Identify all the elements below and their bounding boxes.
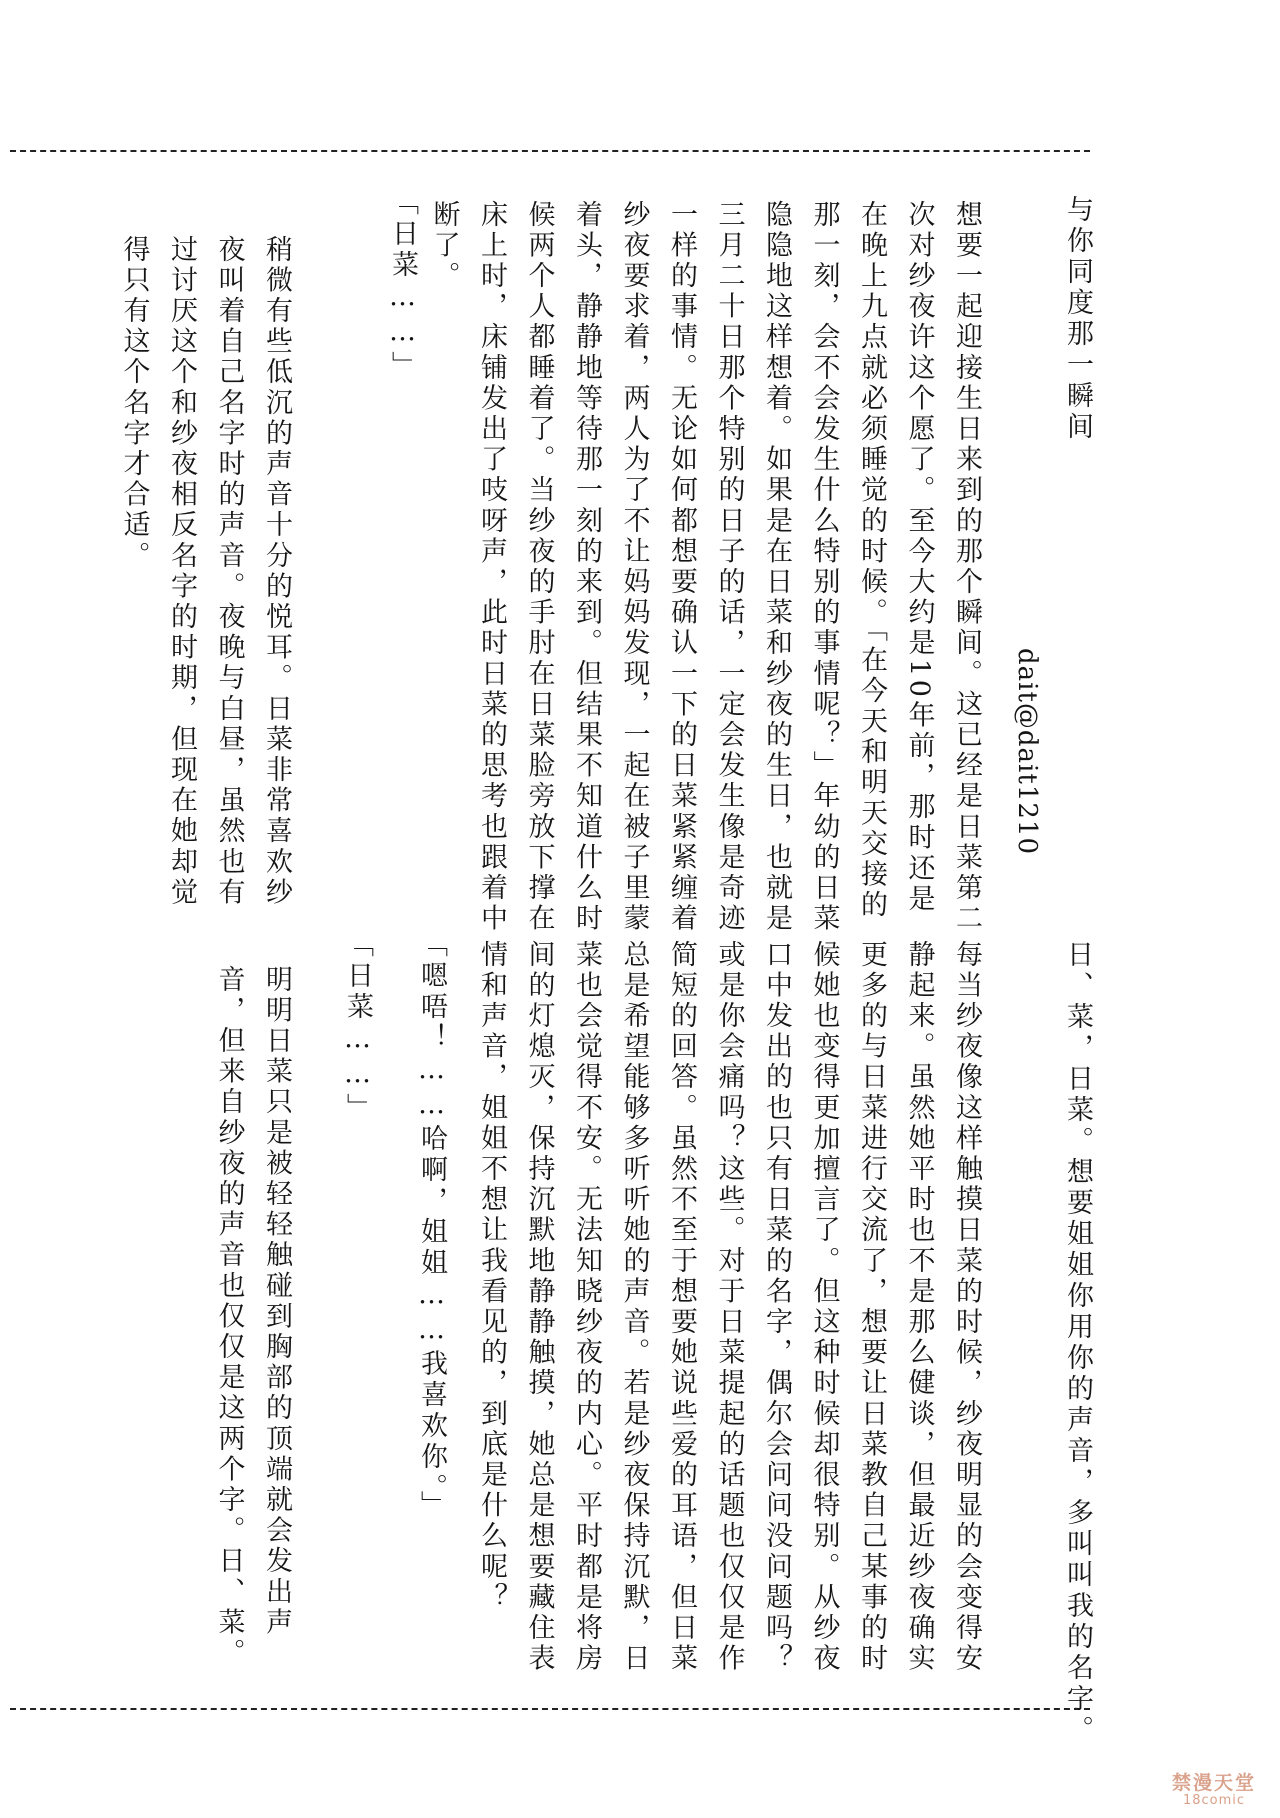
lower-opening-line: 日、菜，日菜。想要姐姐你用你的声音，多叫叫我的名字。 bbox=[1062, 940, 1093, 1746]
lower-dialogue-1: 「嗯唔！……哈啊，姐姐……我喜欢你。」 bbox=[416, 930, 447, 1522]
upper-paragraph-1: 想要一起迎接生日来到的那个瞬间。这已经是日菜第二次对纱夜许这个愿了。至今大约是10年前，那时还是在晚上九点就必须睡觉的时候。「在今天和明天交接的那一刻，会不会发生什么特别的事情呢？」年幼的日菜隐隐地这样想着。如果是在日菜和纱夜的生日，也就是三月二十日那个特别的日子的话，一定会发生像是奇迹一样的事情。无论如何都想要确认一下的日菜紧紧缠着纱夜要求着，两人为了不让妈妈发现，一起在被子里蒙着头，静静地等待那一刻的来到。但结果不知道什么时候两个人都睡着了。当纱夜的手肘在日菜脸旁放下撑在床上时，床铺发出了吱呀声，此时日菜的思考也跟着中断了。 bbox=[428, 200, 982, 935]
upper-dialogue-1: 「日菜……」 bbox=[387, 188, 418, 382]
author-credit: dait@dait1210 bbox=[1012, 648, 1042, 855]
story-title: 与你同度那一瞬间 bbox=[1062, 195, 1093, 443]
top-dashed-rule bbox=[10, 150, 1090, 152]
lower-paragraph-2: 明明日菜只是被轻轻触碰到胸部的顶端就会发出声音，但来自纱夜的声音也仅仅是这两个字。日、菜。 bbox=[213, 965, 292, 1669]
lower-paragraph-1: 每当纱夜像这样触摸日菜的时候，纱夜明显的会变得安静起来。虽然她平时也不是那么健谈，但最近纱夜确实更多的与日菜进行交流了，想要让日菜教自己某事的时候她也变得更加擅言了。但这种时候却很特别。从纱夜口中发出的也只有日菜的名字，偶尔会问问没问题吗？或是你会痛吗？这些。对于日菜提起的话题也仅仅是作简短的回答。虽然不至于想要她说些爱的耳语，但日菜总是希望能够多听听她的声音。若是纱夜保持沉默，日菜也会觉得不安。无法知晓纱夜的内心。平时都是将房间的灯熄灭，保持沉默地静静触摸，她总是想要藏住表情和声音，姐姐不想让我看见的，到底是什么呢？ bbox=[476, 940, 982, 1675]
watermark-sub: 18comic bbox=[1182, 1793, 1246, 1808]
watermark-logo bbox=[1166, 1772, 1262, 1808]
upper-paragraph-2: 稍微有些低沉的声音十分的悦耳。日菜非常喜欢纱夜叫着自己名字时的声音。夜晚与白昼，虽然也有过讨厌这个和纱夜相反名字的时期，但现在她却觉得只有这个名字才合适。 bbox=[118, 235, 292, 909]
lower-dialogue-2: 「日菜……」 bbox=[342, 930, 373, 1124]
watermark-main: 禁漫天堂 bbox=[1171, 1772, 1256, 1794]
bottom-dashed-rule bbox=[10, 1708, 1090, 1710]
